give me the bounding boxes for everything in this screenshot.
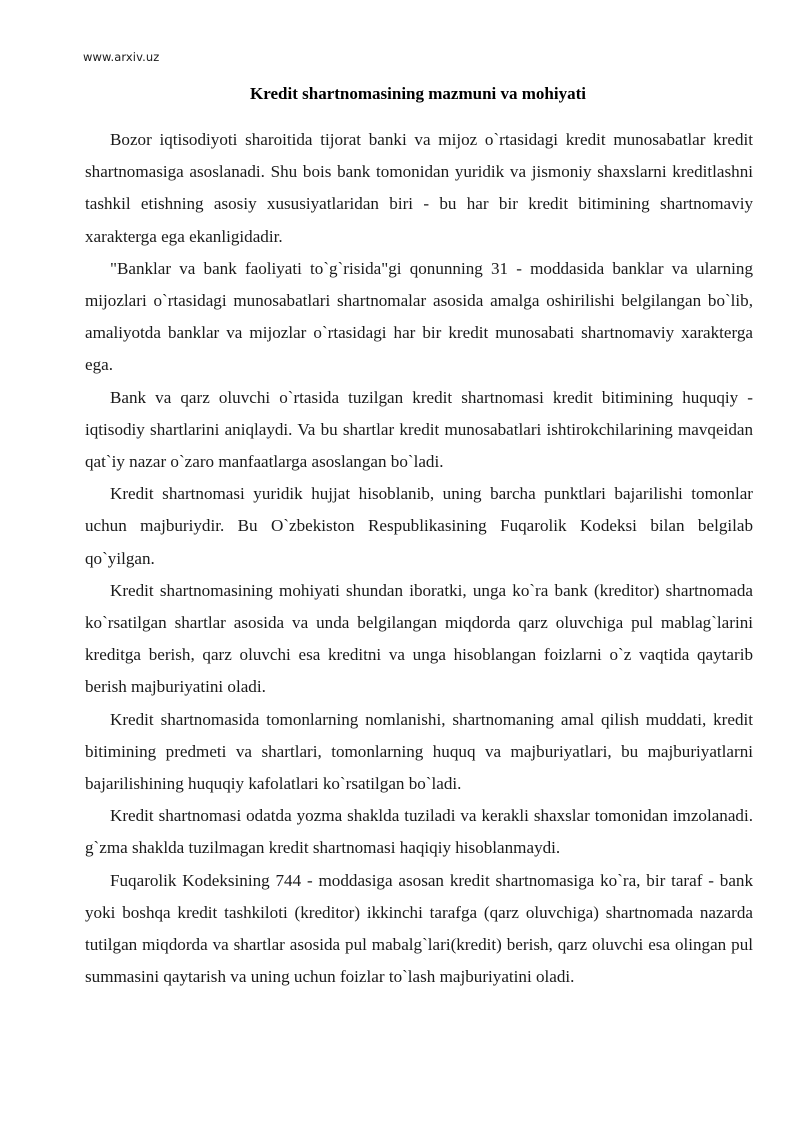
- paragraph: Bank va qarz oluvchi o`rtasida tuzilgan kredit shartnomasi kredit bitimining huquqiy - iqtisodiy shartlarini aniqlaydi. Va bu shartlar kredit munosabatlari ishtirokchilarining mavqeidan qat`iy nazar o`zaro manfaatlarga asoslangan bo`ladi.: [85, 387, 753, 472]
- paragraph: Fuqarolik Kodeksining 744 - moddasiga asosan kredit shartnomasiga ko`ra, bir taraf - bank yoki boshqa kredit tashkiloti (kreditor) ikkinchi tarafga (qarz oluvchiga) shartnomada nazarda tutilgan miqdorda va shartlar asosida pul mabalg`lari(kredit) berish, qarz oluvchi esa olingan pul summasini qaytarish va uning uchun foizlar to`lash majburiyatini oladi.: [85, 870, 753, 987]
- paragraph: Kredit shartnomasi odatda yozma shaklda tuziladi va kerakli shaxslar tomonidan imzolanadi. g`zma shaklda tuzilmagan kredit shartnomasi haqiqiy hisoblanmaydi.: [85, 806, 753, 858]
- site-url: www.arxiv.uz: [83, 50, 160, 64]
- document-title: Kredit shartnomasining mazmuni va mohiyati: [250, 84, 586, 103]
- paragraph: Bozor iqtisodiyoti sharoitida tijorat banki va mijoz o`rtasidagi kredit munosabatlar kredit shartnomasiga asoslanadi. Shu bois bank tomonidan yuridik va jismoniy shaxslarni kreditlashni tashkil etishning asosiy xususiyatlaridan biri - bu har bir kredit bitimining shartnomaviy xarakterga ega ekanligidadir.: [85, 130, 753, 246]
- paragraph: "Banklar va bank faoliyati to`g`risida"gi qonunning 31 - moddasida banklar va ularning mijozlari o`rtasidagi munosabatlari shartnomalar asosida amalga oshirilishi belgilangan bo`lib, amaliyotda banklar va mijozlar o`rtasidagi har bir kredit munosabati shartnomaviy xarakterga ega.: [85, 258, 753, 375]
- document-body: [85, 124, 753, 993]
- paragraph: Kredit shartnomasi yuridik hujjat hisoblanib, uning barcha punktlari bajarilishi tomonlar uchun majburiydir. Bu O`zbekiston Respublikasining Fuqarolik Kodeksi bilan belgilab qo`yilgan.: [85, 484, 753, 568]
- paragraph: Kredit shartnomasining mohiyati shundan iboratki, unga ko`ra bank (kreditor) shartnomada ko`rsatilgan shartlar asosida va unda belgilangan miqdorda qarz oluvchiga pul mablag`larini kreditga berish, qarz oluvchi esa kreditni va unga hisoblangan foizlarni o`z vaqtida qaytarib berish majburiyatini oladi.: [85, 580, 753, 697]
- paragraph: Kredit shartnomasida tomonlarning nomlanishi, shartnomaning amal qilish muddati, kredit bitimining predmeti va shartlari, tomonlarning huquq va majburiyatlari, bu majburiyatlarni bajarilishining huquqiy kafolatlari ko`rsatilgan bo`ladi.: [85, 709, 753, 794]
